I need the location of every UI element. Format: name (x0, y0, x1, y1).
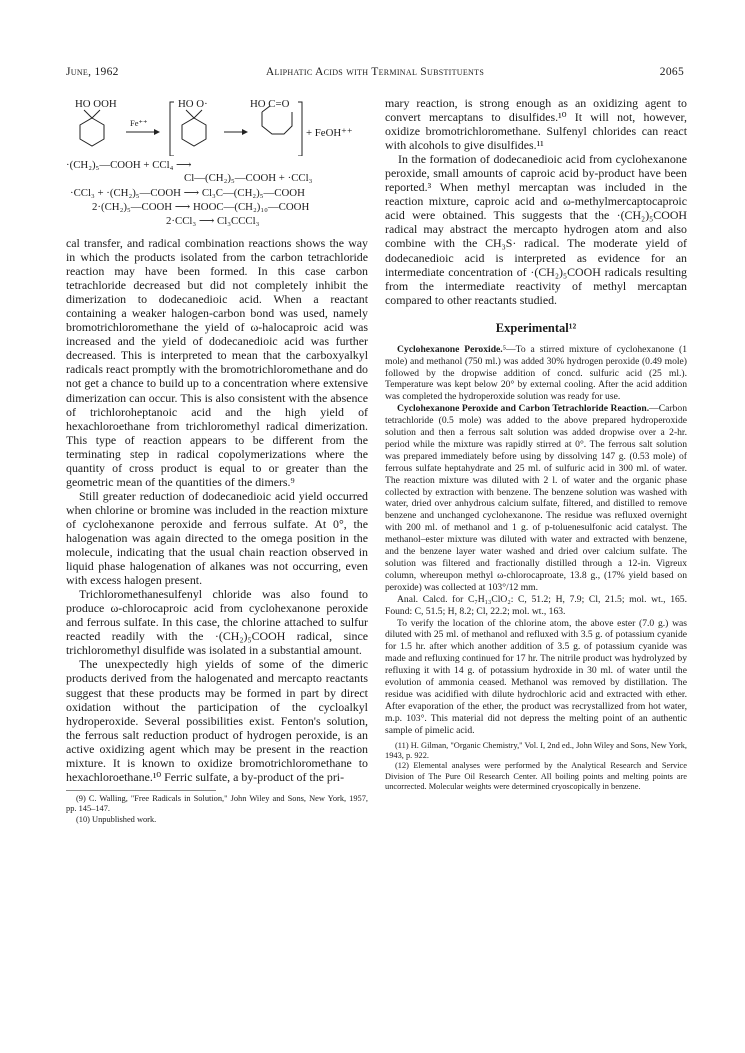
footnote-9: (9) C. Walling, "Free Radicals in Solution," John Wiley and Sons, New York, 1957, pp. 145–147. (66, 793, 368, 814)
procedure-text-2: —Carbon tetrachloride (0.5 mole) was added to the above prepared hydroperoxide solution and then a ferrous salt solution was added dropwise over a 2-hr. period while the mixture was rapidly stirred at 0°. The ferrous salt solution was prepared immediately before using by dissolving 147 g. (0.53 mole) of ferrous sulfate heptahydrate and 25 ml. of sulfuric acid in 300 ml. of water. The reaction mixture was diluted with 2 l. of water and the organic phase collected by extraction with benzene. The benzene solution was washed with water, dried over anhydrous calcium sulfate, filtered, and distilled to remove benzene and unchanged cyclohexanone. The residue was refluxed overnight with 200 ml. of methanol and 1 g. of p-toluenesulfonic acid catalyst. The methanol–ester mixture was diluted with water and extracted with benzene, and the benzene layer water washed and dried over calcium sulfate. The solution was filtered and fractionally distilled through a 12-in. Vigreux column, whereupon methyl ω-chlorocaproate, 13.8 g., (17% yield based on peroxide) was collected at 103°/12 mm. (385, 403, 687, 593)
left-column (66, 96, 368, 825)
open-chain-radical (262, 112, 292, 134)
left-paragraph-3: Trichloromethanesulfenyl chloride was also found to produce ω-chlorocaproic acid from cyclohexanone peroxide and ferrous sulfate. In this case, the chlorine attached to sulfur reacted readily with the ·(CH₂)₅COOH radical, since trichloromethyl disulfide was isolated in a substantial amount. (66, 587, 368, 658)
right-paragraph-1: mary reaction, is strong enough as an oxidizing agent to convert mercaptans to disulfides.¹⁰ It will not, however, oxidize bromotrichloromethane. Sulfenyl chlorides can react with alcohols to give disulfides.¹¹ (385, 96, 687, 153)
footnote-12: (12) Elemental analyses were performed by the Analytical Research and Service Division of The Pure Oil Research Center. All boiling points and melting points are uncorrected. Molecular weights were determined cryoscopically in benzene. (385, 761, 687, 792)
header-title: Aliphatic Acids with Terminal Substituents (265, 66, 485, 78)
header-date: June, 1962 (66, 66, 119, 78)
experimental-paragraph-1 (385, 344, 687, 404)
experimental-paragraph-4: To verify the location of the chlorine atom, the above ester (7.0 g.) was diluted with 25 ml. of methanol and refluxed with 3.5 g. of potassium cyanide for 1.5 hr. after which another addition of 3.5 g. of potassium cyanide was made and refluxing continued for 17 hr. The nitrile product was hydrolyzed by refluxing it with 14 g. of potassium hydroxide in 30 ml. of water until the evolution of ammonia ceased. Methanol was removed by distillation. The residue was acidified with dilute hydrochloric acid and extracted with ether. After evaporation of the ether, the product was recrystallized from hot water, m.p. 103°. This material did not depress the melting point of an authentic sample of pimelic acid. (385, 617, 687, 736)
right-bracket (298, 102, 302, 156)
scheme-ho-ooh: HO OOH (75, 98, 117, 110)
reaction-scheme (66, 96, 368, 236)
scheme-ho-o: HO O· (178, 98, 208, 110)
left-bracket (170, 102, 174, 156)
scheme-feoh: + FeOH⁺⁺ (306, 127, 353, 139)
procedure-heading-2: Cyclohexanone Peroxide and Carbon Tetrachloride Reaction. (397, 403, 650, 415)
scheme-fe-label: Fe⁺⁺ (130, 118, 148, 128)
cyclohexane-ring-1 (80, 118, 104, 146)
experimental-paragraph-2 (385, 403, 687, 594)
procedure-heading-1: Cyclohexanone Peroxide. (397, 343, 503, 355)
footnote-11: (11) H. Gilman, "Organic Chemistry," Vol. I, 2nd ed., John Wiley and Sons, New York, 1943, p. 922. (385, 740, 687, 761)
left-paragraph-4: The unexpectedly high yields of some of the dimeric products derived from the halogenated and mercapto reactants suggest that these products may be formed in part by direct oxidation without the participation of the cycloalkyl hydroperoxide. Several possibilities exist. Fenton's solution, the ferrous salt reduction product of hydrogen peroxide, is an active oxidizing agent which may be present in the reaction mixture. It is known to oxidize bromotrichloromethane to hexachloroethane.¹⁰ Ferric sulfate, a by-product of the pri- (66, 657, 368, 784)
cyclohexane-ring-2 (182, 118, 206, 146)
procedure-text-1: ⁵—To a stirred mixture of cyclohexanone (1 mole) and methanol (750 ml.) was added 30% hydrogen peroxide (0.49 mole) followed by the dropwise addition of concd. sulfuric acid (25 ml.). Temperature was kept below 20° by external cooling. After the acid addition was completed the hydroperoxide solution was ready for use. (385, 343, 687, 403)
analysis-paragraph: Anal. Calcd. for C₇H₁₃ClO₂: C, 51.2; H, 7.9; Cl, 21.5; mol. wt., 165. Found: C, 51.5; H, 8.2; Cl, 22.2; mol. wt., 163. (385, 593, 687, 617)
scheme-eq4: 2·CCl₃ ⟶ Cl₃CCCl₃ (166, 215, 260, 227)
left-paragraph-1: cal transfer, and radical combination reactions shows the way in which the products isolated from the carbon tetrachloride reaction may have been formed. In this case carbon tetrachloride decreased but did not completely inhibit the dimerization to dodecanedioic acid. When a reactant containing a weaker halogen-carbon bond was used, namely bromotrichloromethane the yield of ω-halocaproic acid was increased and the yield of dodecanedioic acid was further decreased. This is interpreted to mean that the carboxyalkyl radicals react promptly with the bromotrichloromethane and do not get a chance to build up to a concentration where extensive dimerization can occur. This is also consistent with the absence of trichloroheptanoic acid and the high yield of hexachloroethane from trichloromethyl radical dimerization. This type of reaction appears to be different from the terminating step in radical copolymerizations where the quantity of cross product is equal to or greater than the geometric mean of the quantities of the dimers.⁹ (66, 236, 368, 489)
footnote-10: (10) Unpublished work. (76, 814, 157, 824)
scheme-eq1b: Cl—(CH₂)₅—COOH + ·CCl₃ (184, 172, 313, 184)
scheme-eq1: ·(CH₂)₅—COOH + CCl₄ ⟶ (66, 159, 192, 171)
section-heading-experimental: Experimental¹² (495, 320, 577, 335)
scheme-eq2: ·CCl₃ + ·(CH₂)₅—COOH ⟶ Cl₃C—(CH₂)₅—COOH (70, 187, 305, 199)
footnote-rule (66, 790, 216, 791)
scheme-ho-c-o: HO C=O (250, 98, 290, 110)
page-number: 2065 (659, 66, 684, 78)
left-paragraph-2: Still greater reduction of dodecanedioic acid yield occurred when chlorine or bromine was included in the reaction mixture of cyclohexanone peroxide and ferrous sulfate. At 0°, the halogenation was again directed to the omega position in the molecule, indicating that the usual chain reaction observed in liquid phase halogenation of alkanes was not occurring, even with excess halogen present. (66, 488, 368, 588)
right-column (385, 96, 687, 793)
running-header (66, 66, 684, 80)
right-paragraph-2: In the formation of dodecanedioic acid from cyclohexanone peroxide, small amounts of caproic acid by-product have been reported.³ When methyl mercaptan was included in the reaction mixture, caproic acid and ω-methylmercaptocaproic acid were obtained. This suggests that the ·(CH₂)₅COOH radical may abstract the mercapto hydrogen atom and also combine with the CH₃S· radical. The moderate yield of dodecanedioic acid is interpreted as evidence for an intermediate concentration of ·(CH₂)₅COOH radicals resulting from the intermediate reactivity of methyl mercaptan compared to other reactants studied. (385, 152, 687, 307)
scheme-eq3: 2·(CH₂)₅—COOH ⟶ HOOC—(CH₂)₁₀—COOH (92, 201, 310, 213)
